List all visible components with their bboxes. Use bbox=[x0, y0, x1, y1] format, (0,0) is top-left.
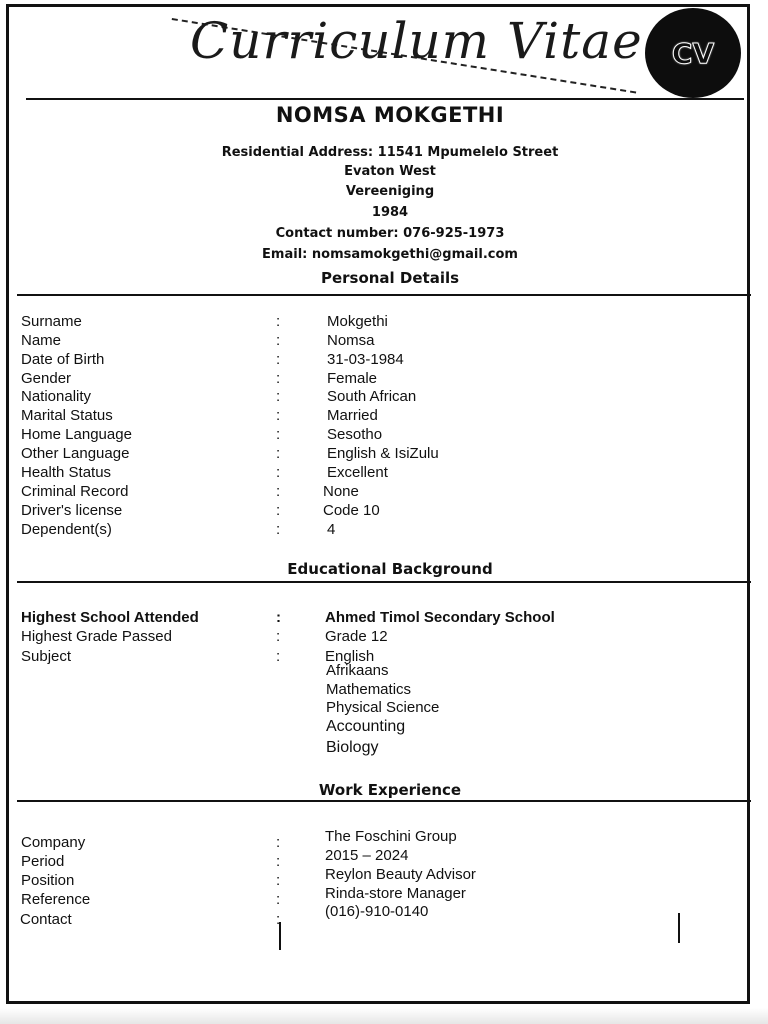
cv-badge bbox=[645, 8, 741, 98]
field-value: English & IsiZulu bbox=[327, 445, 439, 462]
cv-title: Curriculum Vitae bbox=[190, 12, 643, 70]
personal-row bbox=[0, 332, 768, 352]
field-label: Other Language bbox=[21, 445, 130, 462]
address-line: Residential Address: 11541 Mpumelelo Street bbox=[221, 145, 559, 160]
subject-item: Physical Science bbox=[326, 699, 440, 716]
field-label: Surname bbox=[21, 313, 82, 330]
field-label: Criminal Record bbox=[21, 483, 129, 500]
field-label: Date of Birth bbox=[21, 351, 105, 368]
person-name: NOMSA MOKGETHI bbox=[275, 103, 505, 127]
header-divider bbox=[26, 98, 744, 100]
colon: : bbox=[276, 834, 281, 851]
cv-badge-text: CV bbox=[671, 36, 715, 70]
field-value: English bbox=[325, 648, 375, 665]
colon: : bbox=[276, 332, 281, 349]
personal-row bbox=[0, 502, 768, 522]
scan-edge bbox=[0, 1008, 768, 1024]
field-label: Contact bbox=[20, 911, 72, 928]
colon: : bbox=[276, 483, 281, 500]
field-label: Gender bbox=[21, 370, 72, 387]
contact-number: Contact number: 076-925-1973 bbox=[275, 226, 505, 241]
field-value: Grade 12 bbox=[325, 628, 388, 645]
field-value: Code 10 bbox=[323, 502, 380, 519]
section-divider bbox=[17, 800, 751, 802]
field-label: Dependent(s) bbox=[21, 521, 112, 538]
colon: : bbox=[276, 521, 281, 538]
field-value: Sesotho bbox=[327, 426, 383, 443]
colon: : bbox=[276, 891, 281, 908]
colon: : bbox=[276, 648, 281, 665]
personal-row bbox=[0, 313, 768, 333]
personal-row bbox=[0, 445, 768, 465]
field-label: Position bbox=[21, 872, 75, 889]
field-value: The Foschini Group bbox=[325, 828, 457, 845]
personal-row bbox=[0, 426, 768, 446]
field-value: 31-03-1984 bbox=[327, 351, 404, 368]
field-label: Subject bbox=[21, 648, 72, 665]
field-label: Company bbox=[21, 834, 86, 851]
section-divider bbox=[17, 581, 751, 583]
work-row bbox=[0, 903, 768, 931]
field-value: Reylon Beauty Advisor bbox=[325, 866, 476, 883]
field-label: Health Status bbox=[21, 464, 112, 481]
colon: : bbox=[276, 313, 281, 330]
subject-item: Biology bbox=[326, 739, 379, 756]
colon: : bbox=[276, 502, 281, 519]
field-label: Marital Status bbox=[21, 407, 113, 424]
personal-row bbox=[0, 370, 768, 390]
field-label: Nationality bbox=[21, 388, 92, 405]
field-value: Nomsa bbox=[327, 332, 375, 349]
colon: : bbox=[276, 370, 281, 387]
field-label: Reference bbox=[21, 891, 91, 908]
field-value: Married bbox=[327, 407, 378, 424]
field-value: Ahmed Timol Secondary School bbox=[325, 609, 555, 626]
personal-row bbox=[0, 521, 768, 541]
colon: : bbox=[276, 853, 281, 870]
personal-row bbox=[0, 464, 768, 484]
scan-mark bbox=[279, 922, 281, 950]
personal-row bbox=[0, 407, 768, 427]
subject-item: Accounting bbox=[326, 718, 406, 735]
field-value: 2015 – 2024 bbox=[325, 847, 409, 864]
field-label: Period bbox=[21, 853, 65, 870]
section-heading-personal: Personal Details bbox=[320, 269, 460, 287]
field-value: Excellent bbox=[327, 464, 388, 481]
scan-mark bbox=[678, 913, 680, 943]
colon: : bbox=[276, 407, 281, 424]
personal-row bbox=[0, 351, 768, 371]
education-row bbox=[0, 609, 768, 629]
email: Email: nomsamokgethi@gmail.com bbox=[262, 247, 518, 262]
field-value: South African bbox=[327, 388, 417, 405]
address-line: Vereeniging bbox=[345, 184, 435, 199]
section-heading-work: Work Experience bbox=[318, 781, 462, 799]
personal-row bbox=[0, 388, 768, 408]
colon: : bbox=[276, 351, 281, 368]
colon: : bbox=[276, 872, 281, 889]
field-label: Driver's license bbox=[21, 502, 123, 519]
colon: : bbox=[276, 628, 281, 645]
colon: : bbox=[276, 388, 281, 405]
section-heading-education: Educational Background bbox=[287, 560, 493, 578]
personal-row bbox=[0, 483, 768, 503]
colon: : bbox=[276, 445, 281, 462]
field-label: Name bbox=[21, 332, 62, 349]
subject-item: Afrikaans bbox=[326, 662, 389, 679]
field-value: (016)-910-0140 bbox=[325, 903, 429, 920]
field-value: Rinda-store Manager bbox=[325, 885, 466, 902]
field-value: 4 bbox=[327, 521, 336, 538]
field-label: Highest Grade Passed bbox=[21, 628, 172, 645]
field-value: None bbox=[323, 483, 359, 500]
subject-item: Mathematics bbox=[326, 681, 412, 698]
field-label: Highest School Attended bbox=[21, 609, 199, 626]
colon: : bbox=[276, 426, 281, 443]
colon: : bbox=[276, 911, 281, 928]
colon: : bbox=[276, 464, 281, 481]
field-value: Mokgethi bbox=[327, 313, 388, 330]
section-divider bbox=[17, 294, 751, 296]
field-label: Home Language bbox=[21, 426, 132, 443]
colon: : bbox=[276, 609, 281, 626]
address-line: Evaton West bbox=[344, 164, 436, 179]
field-value: Female bbox=[327, 370, 378, 387]
address-line: 1984 bbox=[371, 205, 409, 220]
education-row bbox=[0, 628, 768, 648]
